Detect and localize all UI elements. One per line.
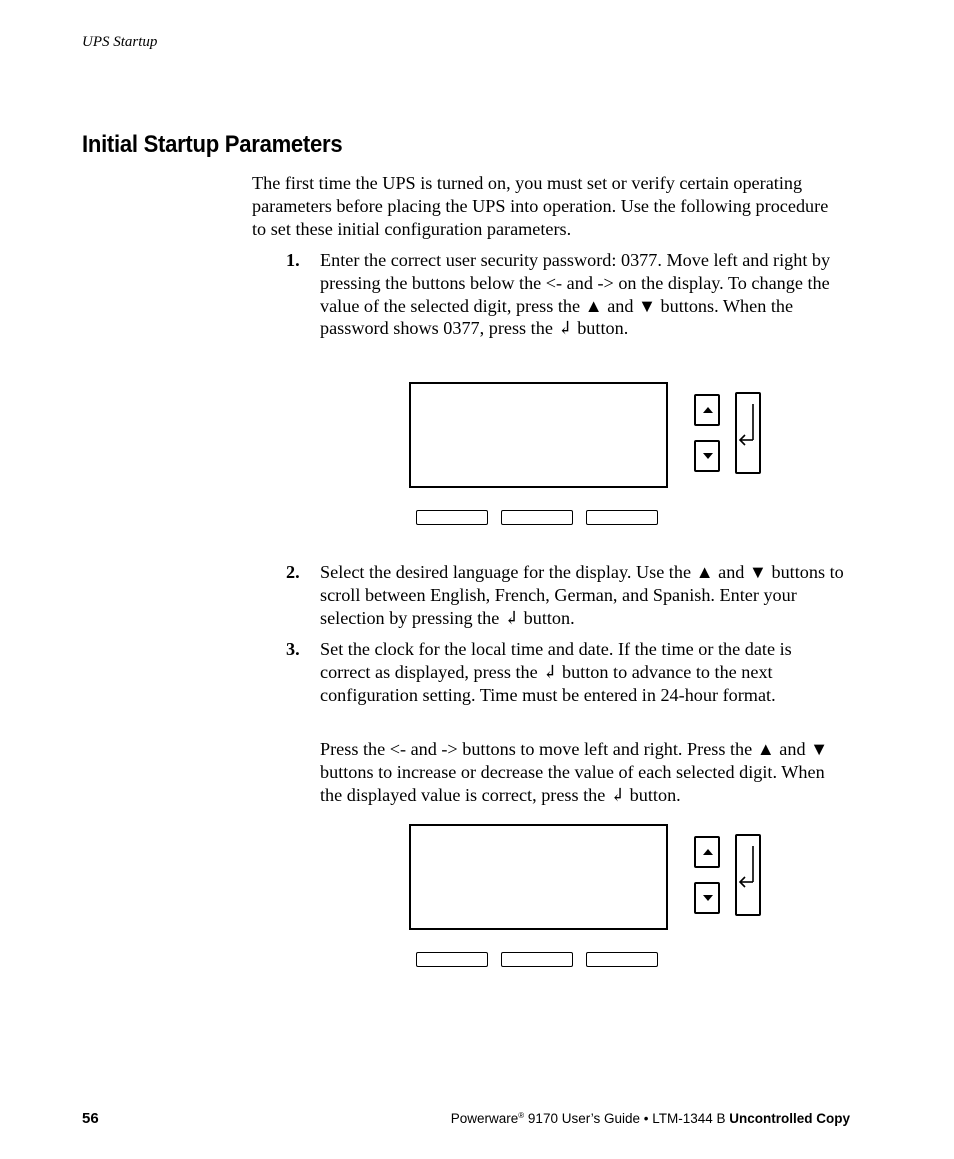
enter-arrow-icon <box>737 394 759 472</box>
front-panel-diagram <box>409 824 769 984</box>
footer-brand: Powerware <box>450 1111 519 1126</box>
step-text: Set the clock for the local time and date. If the time or the date is correct as displayed, press the ↲ button to advance to the next configuration setting. Time must be entered in 24-hour format. <box>320 639 792 705</box>
lcd-display <box>409 824 668 930</box>
up-arrow-icon <box>694 394 720 426</box>
intro-paragraph: The first time the UPS is turned on, you must set or verify certain operating parameters before placing the UPS into operation. Use the following procedure to set these initial configuration parameters. <box>252 173 829 239</box>
front-panel-diagram <box>409 382 769 542</box>
enter-button <box>735 392 761 474</box>
step-3 <box>286 638 846 706</box>
down-arrow-icon <box>694 882 720 914</box>
step-number: 1. <box>286 250 300 270</box>
step-number: 2. <box>286 562 300 582</box>
registered-mark: ® <box>518 1111 525 1120</box>
soft-key-right <box>586 510 658 525</box>
footer-info <box>451 1111 850 1126</box>
step-text: Enter the correct user security password: 0377. Move left and right by pressing the buttons below the <- and -> on the display. To change the value of the selected digit, press the ▲ and ▼ buttons. When the password shows 0377, press the ↲ button. <box>320 250 831 339</box>
enter-button <box>735 834 761 916</box>
up-arrow-icon <box>694 836 720 868</box>
soft-key-right <box>586 952 658 967</box>
step-text: Select the desired language for the display. Use the ▲ and ▼ buttons to scroll between English, French, German, and Spanish. Enter your selection by pressing the ↲ button. <box>320 562 844 628</box>
soft-key-left <box>416 952 488 967</box>
soft-key-middle <box>501 952 573 967</box>
section-title: Initial Startup Parameters <box>82 131 343 158</box>
step-2 <box>286 561 846 629</box>
copy-status: Uncontrolled Copy <box>729 1111 850 1126</box>
lcd-display <box>409 382 668 488</box>
running-header: UPS Startup <box>82 34 158 50</box>
enter-arrow-icon <box>737 836 759 914</box>
page-number: 56 <box>82 1110 99 1127</box>
step-1 <box>286 249 846 340</box>
soft-key-middle <box>501 510 573 525</box>
down-arrow-icon <box>694 440 720 472</box>
soft-key-left <box>416 510 488 525</box>
step-3-note: Press the <- and -> buttons to move left and right. Press the ▲ and ▼ buttons to increase or decrease the value of each selected digit. When the displayed value is correct, press the ↲ button. <box>320 739 829 805</box>
footer-guide: 9170 User’s Guide • LTM-1344 B <box>524 1111 730 1126</box>
step-number: 3. <box>286 639 300 659</box>
